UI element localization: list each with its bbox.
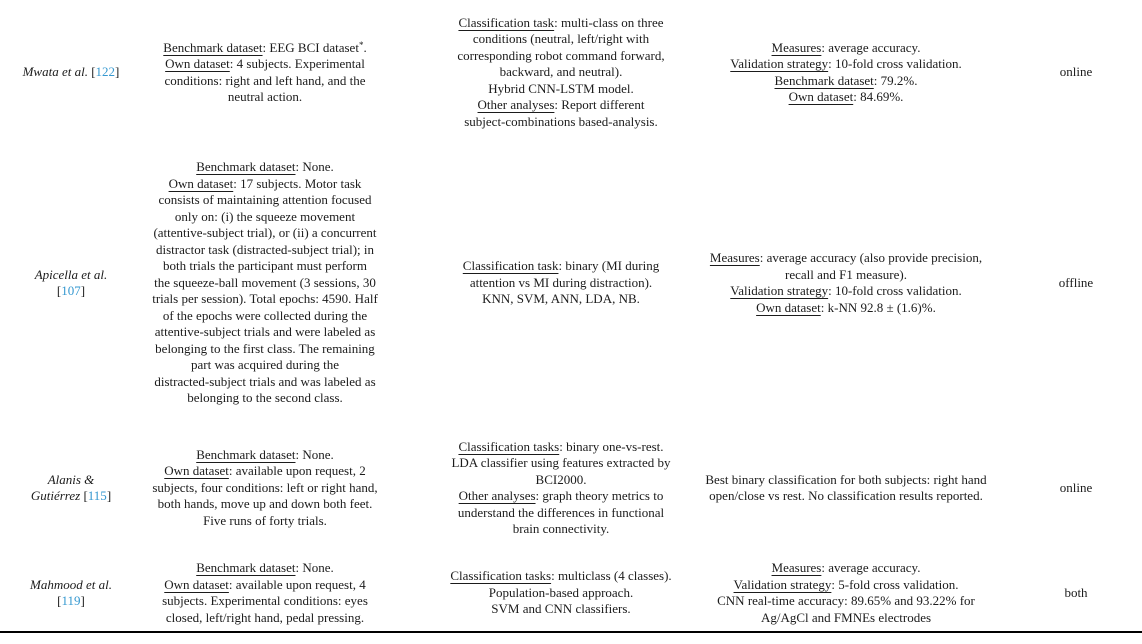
text-segment: : 4 subjects. Experimental xyxy=(229,56,365,71)
text-segment: Validation strategy xyxy=(730,283,829,298)
measures-cell xyxy=(666,421,1026,555)
text-segment: Five runs of forty trials. xyxy=(203,512,327,528)
text-segment: : None. xyxy=(295,560,334,575)
text-segment: open/close vs rest. No classification results reported. xyxy=(709,488,983,503)
dataset-cell xyxy=(118,0,412,145)
text-segment: Population-based approach. xyxy=(488,584,634,600)
text-segment: : available upon request, 2 xyxy=(228,463,366,479)
text-segment: Benchmark dataset xyxy=(774,72,874,88)
dataset-cell xyxy=(118,421,412,555)
text-segment: Own dataset xyxy=(165,56,230,71)
text-segment: * xyxy=(358,39,364,50)
text-segment: : average accuracy (also provide precision, xyxy=(759,250,983,265)
classification-description xyxy=(450,568,671,618)
dataset-cell xyxy=(118,145,412,421)
measures-description xyxy=(730,40,961,106)
text-segment: Measures xyxy=(771,560,822,575)
table-row xyxy=(0,145,1142,421)
text-segment: ] xyxy=(115,64,120,80)
text-segment: part was acquired during the xyxy=(190,357,339,373)
dataset-description xyxy=(162,560,368,626)
classification-description xyxy=(463,258,659,308)
mode-label: offline xyxy=(1058,274,1094,290)
table-row xyxy=(0,555,1142,631)
text-segment: Own dataset xyxy=(756,299,821,315)
text-segment: : None. xyxy=(295,159,334,175)
measures-cell xyxy=(666,555,1026,631)
text-segment: [ xyxy=(57,593,62,608)
authors-cell xyxy=(6,145,136,421)
text-segment: understand the differences in functional xyxy=(457,504,665,520)
text-segment: : 5-fold cross validation. xyxy=(831,576,959,592)
measures-description xyxy=(717,560,975,626)
author-citation xyxy=(23,64,120,81)
text-segment: belonging to the first class. The remaining xyxy=(155,340,375,356)
classification-description xyxy=(457,15,664,131)
text-segment: (attentive-subject trial), or (ii) a concurrent xyxy=(153,225,377,241)
measures-cell xyxy=(666,145,1026,421)
text-segment: neutral action. xyxy=(227,89,303,104)
text-segment: SVM and CNN classifiers. xyxy=(491,601,631,617)
text-segment: : 79.2%. xyxy=(873,72,918,88)
text-segment: distractor task (distracted-subject trial); in xyxy=(155,241,375,257)
text-segment: trials per session). Total epochs: 4590. Half xyxy=(152,291,378,307)
text-segment: ] xyxy=(106,488,112,503)
citation-link[interactable]: 119 xyxy=(61,593,81,608)
text-segment: Gutiérrez xyxy=(30,488,84,503)
measures-description xyxy=(710,250,982,316)
text-segment: : EEG BCI dataset xyxy=(262,39,359,55)
text-segment: : average accuracy. xyxy=(821,39,921,55)
author-citation xyxy=(30,577,112,610)
text-segment: subjects, four conditions: left or right hand, xyxy=(152,479,378,495)
text-segment: Best binary classification for both subjects: right hand xyxy=(705,471,987,487)
text-segment: both hands, move up and down both feet. xyxy=(157,496,373,512)
text-segment: Own dataset xyxy=(168,175,234,191)
text-segment: BCI2000. xyxy=(535,471,587,487)
text-segment: [ xyxy=(83,488,88,503)
text-segment: Mahmood et al. xyxy=(30,576,112,592)
text-segment: only on: (i) the squeeze movement xyxy=(174,208,356,224)
dataset-description xyxy=(163,40,366,106)
text-segment: Validation strategy xyxy=(733,576,832,592)
citation-link[interactable]: 122 xyxy=(95,64,116,80)
text-segment: attentive-subject trials and were labeled as xyxy=(154,324,376,340)
text-segment: : average accuracy. xyxy=(821,560,921,575)
text-segment: attention vs MI during distraction). xyxy=(469,274,653,290)
text-segment: Benchmark dataset xyxy=(196,159,296,175)
text-segment: LDA classifier using features extracted by xyxy=(451,455,671,470)
text-segment: Benchmark dataset xyxy=(163,39,263,55)
mode-label: online xyxy=(1059,64,1093,80)
text-segment: Alanis & xyxy=(47,471,95,487)
text-segment: : k-NN 92.8 ± (1.6)%. xyxy=(820,299,936,315)
text-segment: ] xyxy=(80,283,86,298)
text-segment: Own dataset xyxy=(164,576,229,592)
text-segment: CNN real-time accuracy: 89.65% and 93.22% for xyxy=(717,593,975,608)
measures-description xyxy=(705,472,986,505)
text-segment: : binary one-vs-rest. xyxy=(559,438,664,454)
text-segment: Ag/AgCl and FMNEs electrodes xyxy=(760,609,932,625)
text-segment: Other analyses xyxy=(477,97,555,113)
text-segment: : 10-fold cross validation. xyxy=(828,56,962,71)
text-segment: : 10-fold cross validation. xyxy=(828,283,962,298)
text-segment: distracted-subject trials and was labeled as xyxy=(154,373,376,389)
text-segment: . xyxy=(363,39,367,55)
text-segment: Benchmark dataset xyxy=(196,446,296,462)
mode-cell xyxy=(1026,0,1126,145)
text-segment: subject-combinations based-analysis. xyxy=(464,113,658,129)
text-segment: closed, left/right hand, pedal pressing. xyxy=(165,609,365,625)
citation-link[interactable]: 115 xyxy=(87,488,107,503)
dataset-cell xyxy=(118,555,412,631)
mode-cell xyxy=(1026,145,1126,421)
text-segment: [ xyxy=(91,64,96,80)
text-segment: both trials the participant must perform xyxy=(163,258,367,274)
table-bottom-rule xyxy=(0,631,1142,633)
dataset-description xyxy=(152,447,377,530)
text-segment: : Report different xyxy=(554,97,645,113)
text-segment: KNN, SVM, ANN, LDA, NB. xyxy=(482,291,640,307)
text-segment: brain connectivity. xyxy=(512,521,610,536)
text-segment: ] xyxy=(80,593,85,608)
text-segment: : multi-class on three xyxy=(554,14,664,30)
text-segment: : binary (MI during xyxy=(558,258,660,274)
text-segment: conditions: right and left hand, and the xyxy=(164,72,366,88)
text-segment: Classification task xyxy=(462,258,559,274)
text-segment: Hybrid CNN-LSTM model. xyxy=(488,80,634,96)
text-segment: Own dataset xyxy=(164,463,229,479)
text-segment: Measures xyxy=(771,39,822,55)
text-segment: Apicella et al. xyxy=(34,266,108,282)
table-row xyxy=(0,421,1142,555)
authors-cell xyxy=(6,555,136,631)
text-segment: belonging to the second class. xyxy=(187,390,343,406)
mode-label: online xyxy=(1059,479,1093,495)
citation-link[interactable]: 107 xyxy=(61,283,81,298)
text-segment: Other analyses xyxy=(458,488,536,503)
mode-label: both xyxy=(1064,584,1088,600)
text-segment: the squeeze-ball movement (3 sessions, 30 xyxy=(154,274,376,290)
authors-cell xyxy=(6,421,136,555)
text-segment: : 17 subjects. Motor task xyxy=(233,175,362,191)
text-segment: Mwata et al. xyxy=(22,64,92,80)
author-citation xyxy=(31,472,111,505)
text-segment: Measures xyxy=(709,250,760,265)
author-citation xyxy=(35,267,108,300)
text-segment: Own dataset xyxy=(788,89,854,104)
mode-cell xyxy=(1026,555,1126,631)
text-segment: : None. xyxy=(295,446,334,462)
text-segment: [ xyxy=(56,283,62,298)
text-segment: : graph theory metrics to xyxy=(535,488,664,503)
text-segment: Classification tasks xyxy=(458,438,560,454)
text-segment: subjects. Experimental conditions: eyes xyxy=(162,593,368,608)
text-segment: Benchmark dataset xyxy=(196,560,296,575)
text-segment: : multiclass (4 classes). xyxy=(551,568,672,584)
text-segment: recall and F1 measure). xyxy=(784,266,907,282)
text-segment: : available upon request, 4 xyxy=(228,576,366,592)
text-segment: of the epochs were collected during the xyxy=(162,307,368,323)
text-segment: corresponding robot command forward, xyxy=(457,47,665,63)
authors-cell xyxy=(6,0,136,145)
text-segment: Classification tasks xyxy=(450,568,552,584)
classification-description xyxy=(451,439,670,538)
text-segment: Classification task xyxy=(458,14,555,30)
text-segment: Validation strategy xyxy=(730,56,829,71)
measures-cell xyxy=(666,0,1026,145)
text-segment: backward, and neutral). xyxy=(499,64,623,80)
mode-cell xyxy=(1026,421,1126,555)
text-segment: consists of maintaining attention focused xyxy=(158,192,372,208)
table-row xyxy=(0,0,1142,145)
dataset-description xyxy=(152,159,378,407)
text-segment: conditions (neutral, left/right with xyxy=(472,31,650,47)
text-segment: : 84.69%. xyxy=(853,89,904,104)
